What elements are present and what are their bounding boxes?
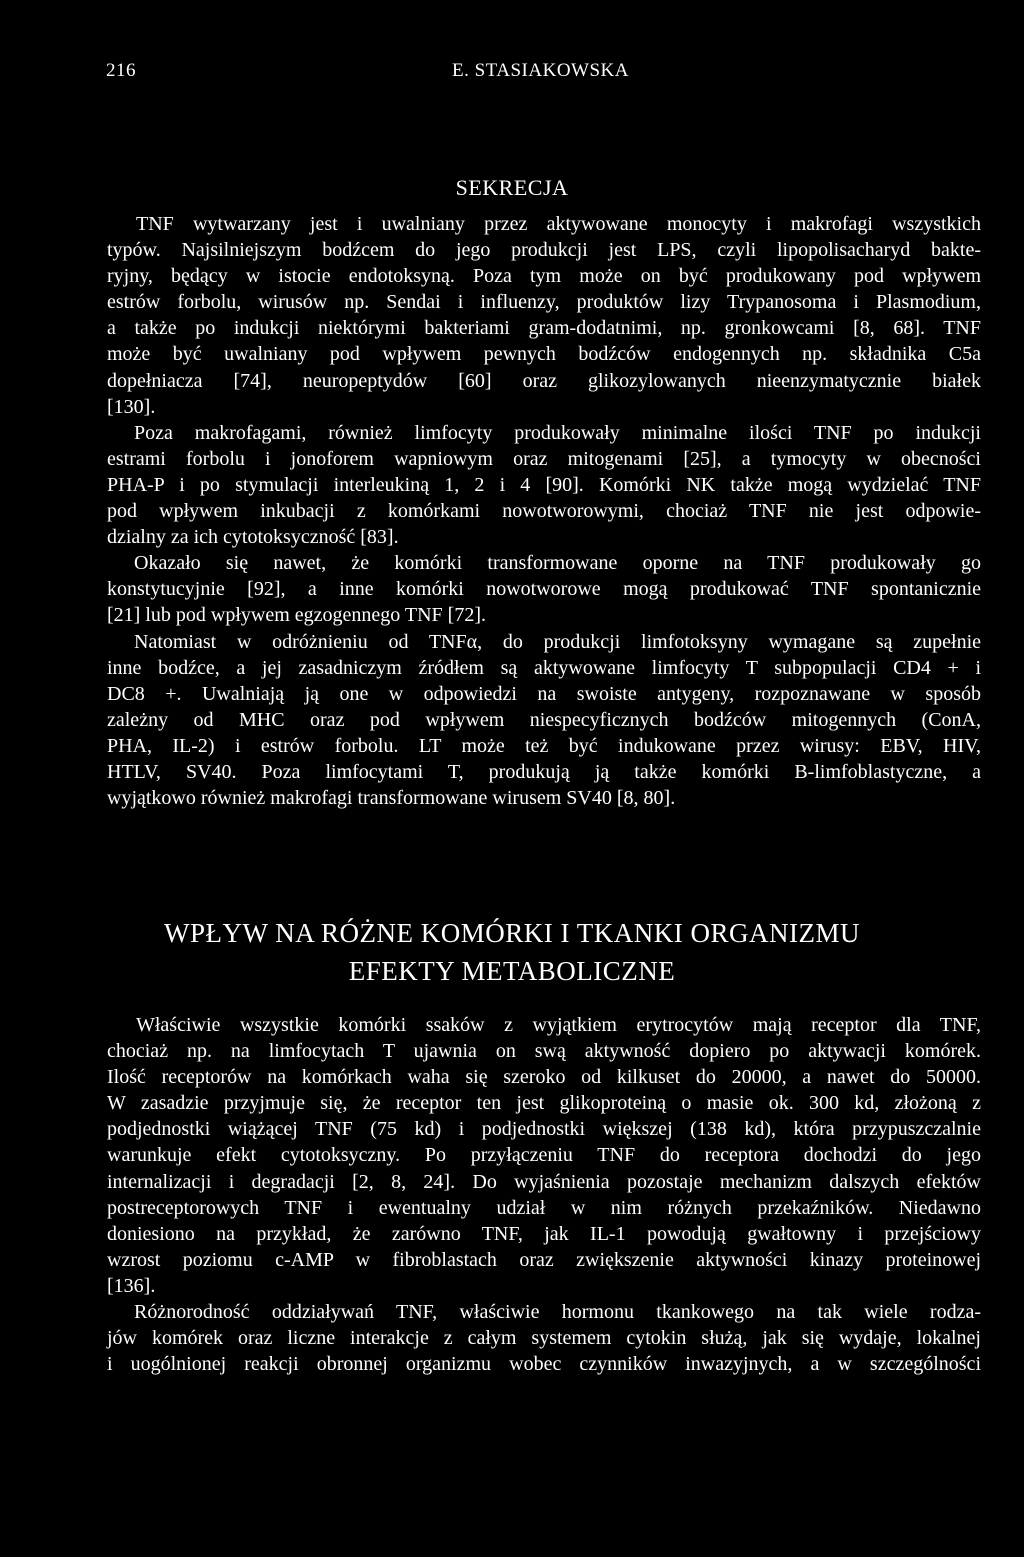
text-line: [130]. (107, 395, 156, 418)
text-line: wyjątkowo również makrofagi transformowane wirusem SV40 [8, 80]. (107, 787, 676, 810)
text-line: Natomiast w odróżnieniu od TNFα, do produkcji limfotoksyny wymagane są zupełnie (134, 630, 981, 653)
text-line: a także po indukcji niektórymi bakteriami gram-dodatnimi, np. gronkowcami [8, 68]. TNF (107, 317, 981, 340)
section-body-wplyw (107, 1012, 981, 1377)
text-line: PHA-P i po stymulacji interleukiną 1, 2 i 4 [90]. Komórki NK także mogą wydzielać TNF (107, 473, 981, 496)
text-line: [21] lub pod wpływem egzogennego TNF [72]. (107, 604, 487, 627)
text-line: [136]. (107, 1274, 156, 1297)
text-line: jów komórek oraz liczne interakcje z całym systemem cytokin służą, jak się wydaje, lokalnej (107, 1327, 981, 1350)
text-line: typów. Najsilniejszym bodźcem do jego produkcji jest LPS, czyli lipopolisacharyd bakte- (107, 239, 981, 262)
page-number: 216 (106, 60, 136, 81)
text-line: DC8 +. Uwalniają ją one w odpowiedzi na swoiste antygeny, rozpoznawane w sposób (107, 682, 981, 705)
text-line: estrów forbolu, wirusów np. Sendai i influenzy, produktów lizy Trypanosoma i Plasmodium, (107, 291, 981, 314)
running-header (0, 60, 1024, 88)
section-heading-sekrecja: SEKRECJA (455, 175, 569, 200)
text-line: może być uwalniany pod wpływem pewnych bodźców endogennych np. składnika C5a (107, 343, 981, 366)
text-line: chociaż np. na limfocytach T ujawnia on swą aktywność dopiero po aktywacji komórek. (107, 1040, 981, 1063)
text-line: dzialny za ich cytotoksyczność [83]. (107, 526, 399, 549)
text-line: pod wpływem inkubacji z komórkami nowotworowymi, chociaż TNF nie jest odpowie- (107, 500, 981, 523)
text-line: W zasadzie przyjmuje się, że receptor ten jest glikoproteiną o masie ok. 300 kd, złożoną z (107, 1092, 981, 1115)
text-line: doniesiono na przykład, że zarówno TNF, jak IL-1 powodują gwałtowny i przejściowy (107, 1222, 981, 1245)
section-heading-wplyw (0, 914, 1024, 990)
section-heading-line: EFEKTY METABOLICZNE (348, 956, 676, 986)
section-heading-line: WPŁYW NA RÓŻNE KOMÓRKI I TKANKI ORGANIZMU (164, 918, 860, 948)
text-line: i uogólnionej reakcji obronnej organizmu wobec czynników inwazyjnych, a w szczególności (107, 1353, 981, 1376)
text-line: podjednostki wiążącej TNF (75 kd) i podjednostki większej (138 kd), która przypuszczalnie (107, 1118, 981, 1141)
text-line: Ilość receptorów na komórkach waha się szeroko od kilkuset do 20000, a nawet do 50000. (107, 1066, 981, 1089)
text-line: TNF wytwarzany jest i uwalniany przez aktywowane monocyty i makrofagi wszystkich (136, 213, 981, 235)
text-line: HTLV, SV40. Poza limfocytami T, produkują ją także komórki B-limfoblastyczne, a (107, 760, 981, 783)
text-line: postreceptorowych TNF i ewentualny udział w nim różnych przekaźników. Niedawno (107, 1196, 981, 1219)
text-line: Właściwie wszystkie komórki ssaków z wyjątkiem erytrocytów mają receptor dla TNF, (136, 1014, 981, 1036)
text-line: konstytucyjnie [92], a inne komórki nowotworowe mogą produkować TNF spontanicznie (107, 578, 981, 601)
text-line: wzrost poziomu c-AMP w fibroblastach oraz zwiększenie aktywności kinazy proteinowej (107, 1248, 981, 1271)
text-line: dopełniacza [74], neuropeptydów [60] oraz glikozylowanych nieenzymatycznie białek (107, 369, 981, 392)
text-line: zależny od MHC oraz pod wpływem niespecyficznych bodźców mitogennych (ConA, (107, 708, 981, 731)
text-line: inne bodźce, a jej zasadniczym źródłem są aktywowane limfocyty T subpopulacji CD4 + i (107, 656, 981, 679)
text-line: ryjny, będący w istocie endotoksyną. Poza tym może on być produkowany pod wpływem (107, 265, 981, 288)
text-line: Różnorodność oddziaływań TNF, właściwie hormonu tkankowego na tak wiele rodza- (134, 1301, 981, 1324)
running-author: E. STASIAKOWSKA (452, 60, 629, 81)
text-line: Okazało się nawet, że komórki transformowane oporne na TNF produkowały go (134, 552, 981, 575)
text-line: estrami forbolu i jonoforem wapniowym oraz mitogenami [25], a tymocyty w obecności (107, 447, 981, 470)
text-line: internalizacji i degradacji [2, 8, 24]. Do wyjaśnienia pozostaje mechanizm dalszych efektów (107, 1170, 981, 1193)
text-line: PHA, IL-2) i estrów forbolu. LT może też być indukowane przez wirusy: EBV, HIV, (107, 734, 981, 757)
text-line: Poza makrofagami, również limfocyty produkowały minimalne ilości TNF po indukcji (134, 421, 981, 444)
section-body-sekrecja (107, 211, 981, 811)
text-line: warunkuje efekt cytotoksyczny. Po przyłączeniu TNF do receptora dochodzi do jego (107, 1144, 981, 1167)
